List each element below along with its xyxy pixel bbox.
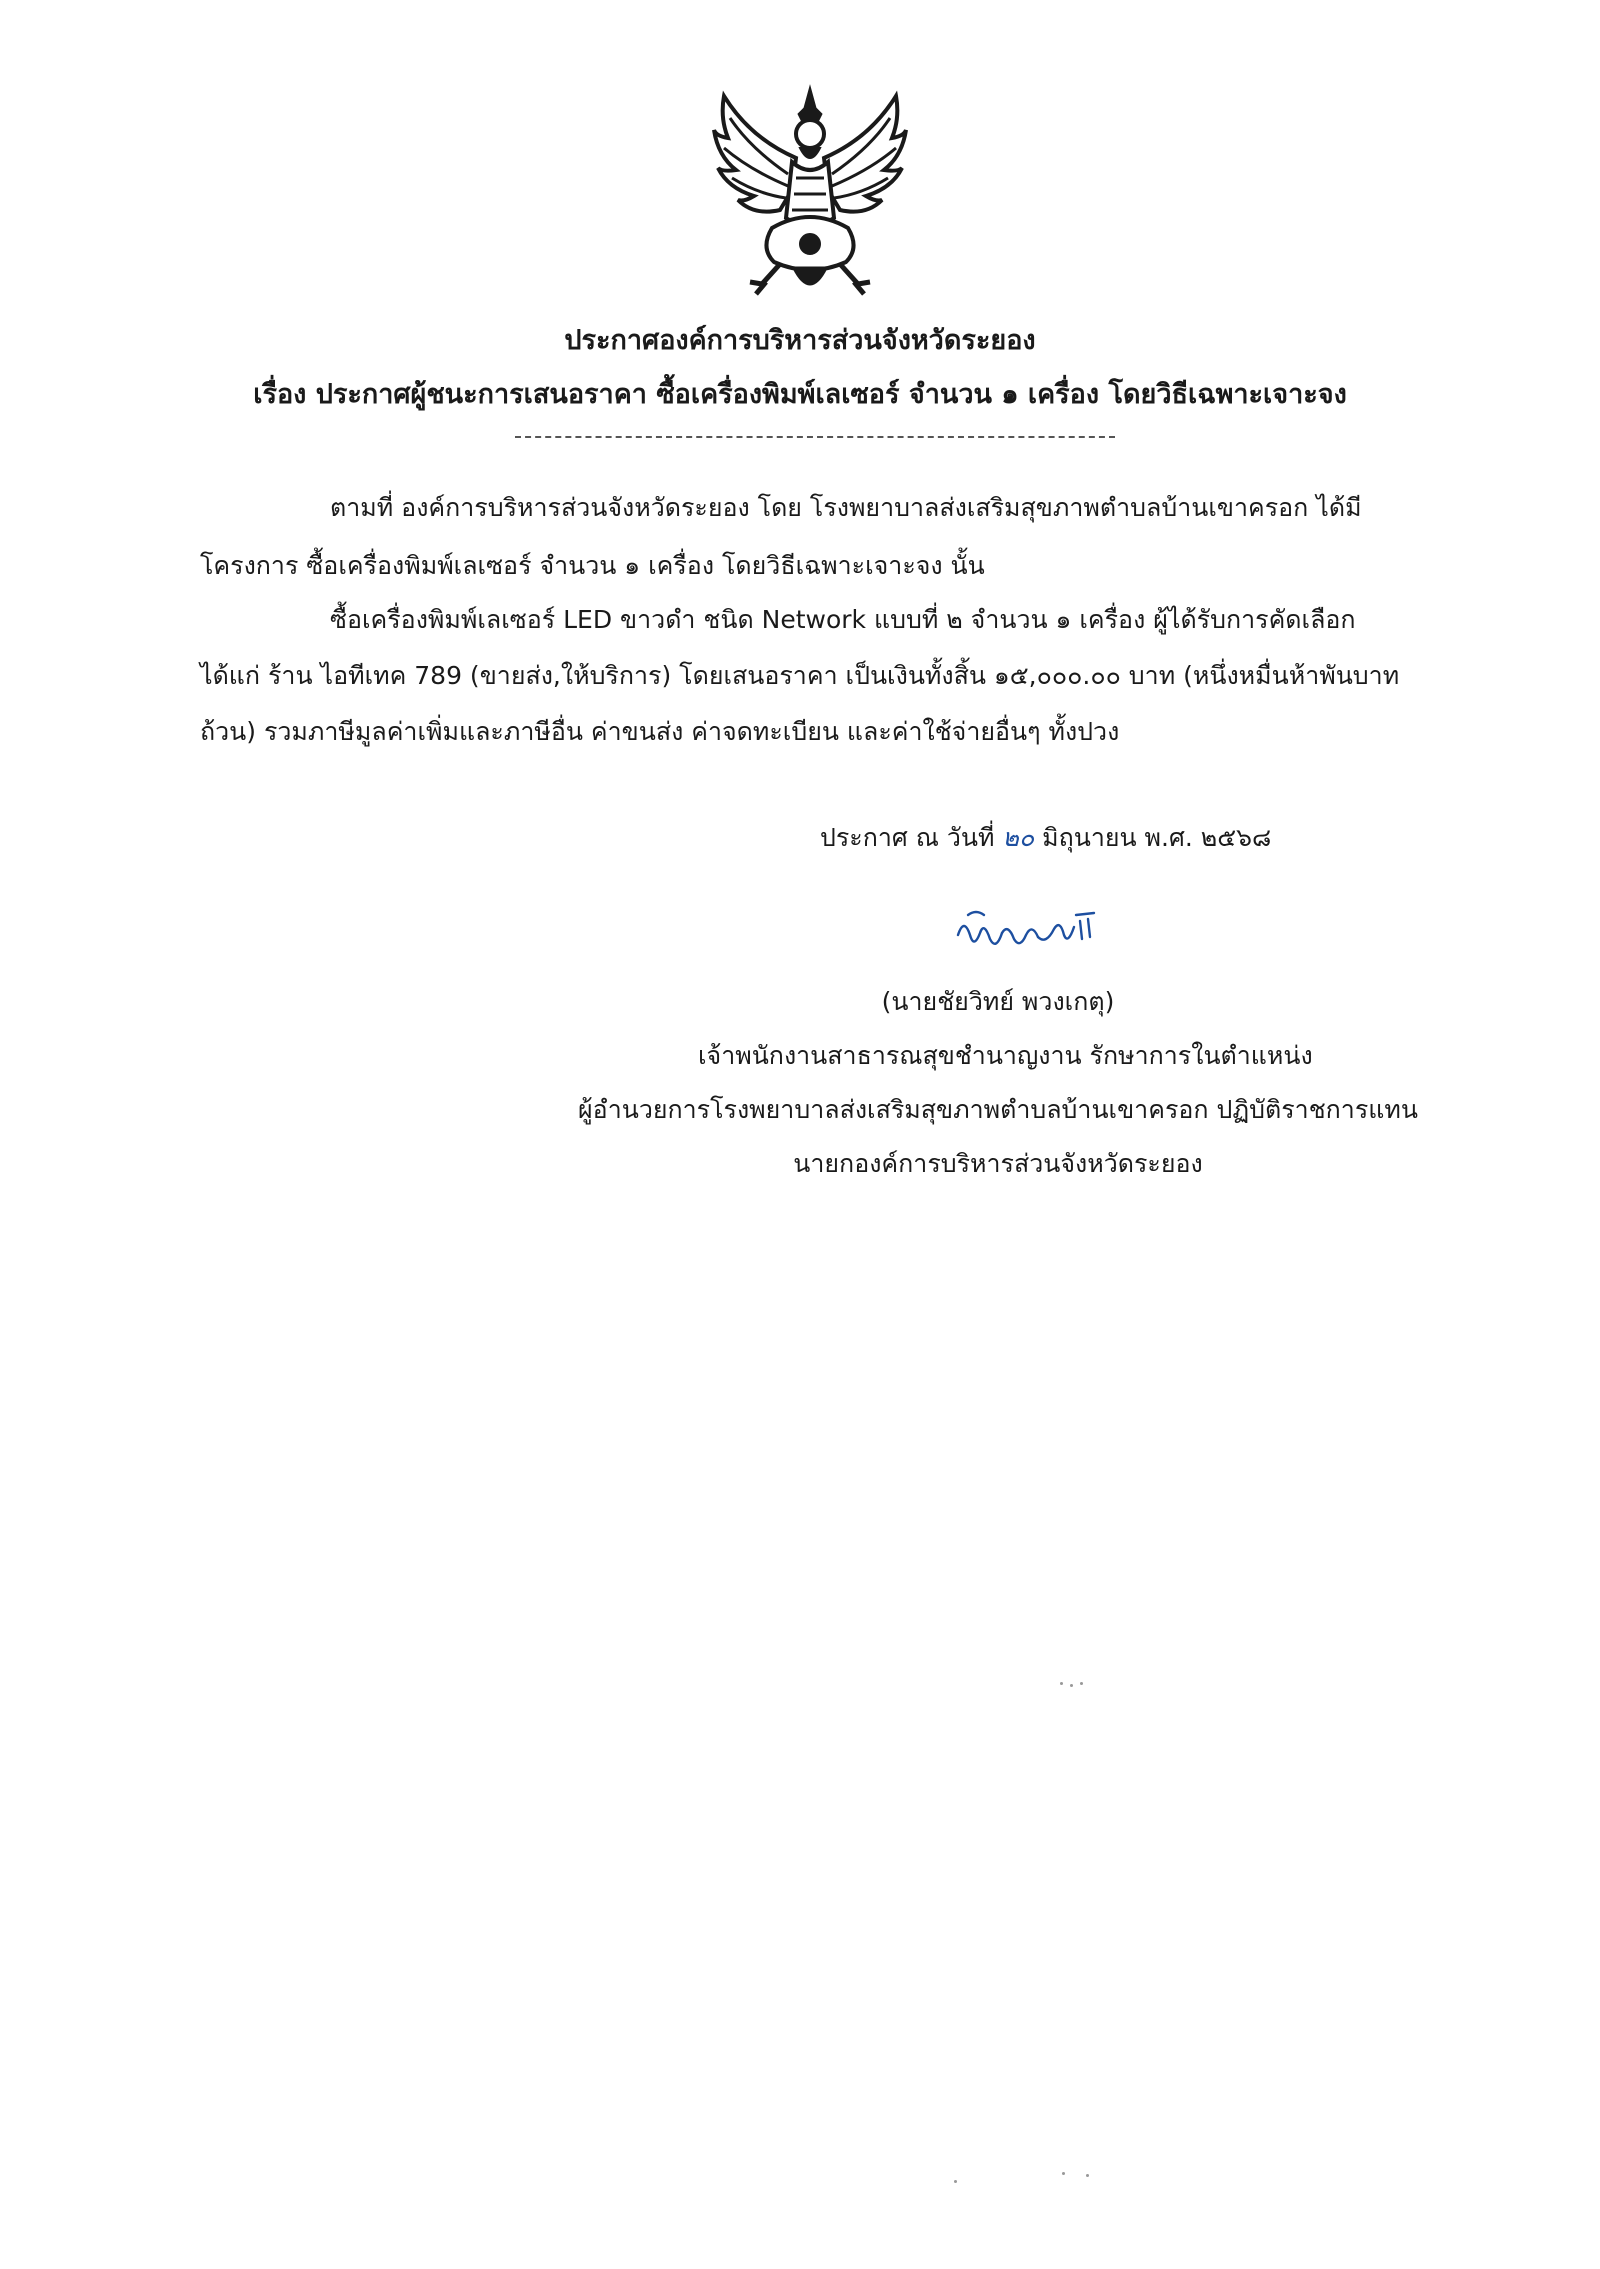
paragraph-2-line-1: ซื้อเครื่องพิมพ์เลเซอร์ LED ขาวดำ ชนิด Network แบบที่ ๒ จำนวน ๑ เครื่อง ผู้ได้รับการคัดเลือก — [330, 605, 1356, 634]
paragraph-2-line-2: ได้แก่ ร้าน ไอทีเทค 789 (ขายส่ง,ให้บริการ) โดยเสนอราคา เป็นเงินทั้งสิ้น ๑๕,๐๐๐.๐๐ บาท (หนึ่งหมื่นห้าพันบาท — [200, 661, 1400, 690]
announcement-date — [820, 818, 1271, 858]
signatory-name: (นายชัยวิทย์ พวงเกตุ) — [881, 987, 1115, 1016]
scan-speck — [1062, 2172, 1065, 2175]
garuda-emblem-icon — [710, 78, 910, 300]
paragraph-2-line-3: ถ้วน) รวมภาษีมูลค่าเพิ่มและภาษีอื่น ค่าขนส่ง ค่าจดทะเบียน และค่าใช้จ่ายอื่นๆ ทั้งปวง — [200, 717, 1120, 746]
signatory-position-line-2: ผู้อำนวยการโรงพยาบาลส่งเสริมสุขภาพตำบลบ้านเขาครอก ปฏิบัติราชการแทน — [578, 1095, 1418, 1124]
paragraph-1-line-1: ตามที่ องค์การบริหารส่วนจังหวัดระยอง โดย โรงพยาบาลส่งเสริมสุขภาพตำบลบ้านเขาครอก ได้มี — [330, 493, 1362, 522]
handwritten-signature — [950, 905, 1110, 961]
scan-speck — [1080, 1682, 1083, 1685]
divider-dashed-line — [515, 436, 1115, 438]
signatory-position-line-3: นายกองค์การบริหารส่วนจังหวัดระยอง — [793, 1149, 1203, 1178]
scan-speck — [1086, 2174, 1089, 2177]
paragraph-1-line-2: โครงการ ซื้อเครื่องพิมพ์เลเซอร์ จำนวน ๑ เครื่อง โดยวิธีเฉพาะเจาะจง นั้น — [200, 551, 985, 580]
scan-speck — [954, 2180, 957, 2183]
announcement-date-rest: มิถุนายน พ.ศ. ๒๕๖๘ — [1042, 823, 1272, 852]
document-title: ประกาศองค์การบริหารส่วนจังหวัดระยอง — [564, 325, 1036, 356]
announcement-date-prefix: ประกาศ ณ วันที่ — [820, 823, 995, 852]
scan-speck — [1070, 1684, 1073, 1687]
signatory-position-line-1: เจ้าพนักงานสาธารณสุขชำนาญงาน รักษาการในตำแหน่ง — [698, 1041, 1313, 1070]
document-subject: เรื่อง ประกาศผู้ชนะการเสนอราคา ซื้อเครื่องพิมพ์เลเซอร์ จำนวน ๑ เครื่อง โดยวิธีเฉพาะเจาะจง — [253, 379, 1347, 410]
announcement-date-day: ๒๐ — [1002, 823, 1035, 852]
scan-speck — [1060, 1682, 1063, 1685]
